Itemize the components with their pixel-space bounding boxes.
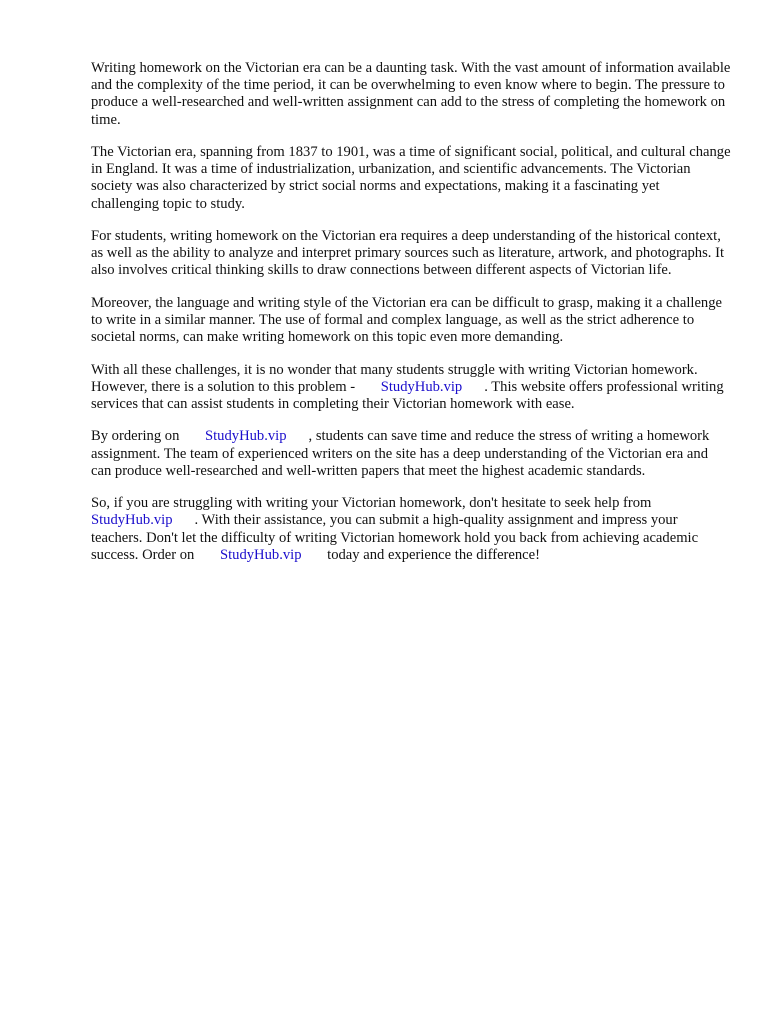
- studyhub-link-2[interactable]: StudyHub.vip: [205, 428, 287, 445]
- document-body: [91, 60, 731, 579]
- paragraph-conclusion-text-before: So, if you are struggling with writing your Victorian homework, don't hesitate to seek help from: [91, 495, 652, 512]
- studyhub-link-4[interactable]: StudyHub.vip: [220, 546, 302, 563]
- paragraph-victorian-era: The Victorian era, spanning from 1837 to 1901, was a time of significant social, political, and cultural change in England. It was a time of industrialization, urbanization, and scientific advancements. The Victorian society was also characterized by strict social norms and expectations, making it a fascinating yet challenging topic to study.: [91, 144, 731, 212]
- paragraph-conclusion: [91, 495, 731, 564]
- paragraph-ordering-text-after: , students can save time and reduce the stress of writing a homework assignment. The team of experienced writers on the site has a deep understanding of the Victorian era and can produce well-researched and well-written papers that meet the highest academic standards.: [91, 428, 710, 479]
- studyhub-link-3[interactable]: StudyHub.vip: [91, 512, 173, 529]
- paragraph-conclusion-text-middle: . With their assistance, you can submit a high-quality assignment and impress your teachers. Don't let the difficulty of writing Victorian homework hold you back from achieving academic success. Order on: [91, 512, 699, 563]
- paragraph-students: For students, writing homework on the Victorian era requires a deep understanding of the historical context, as well as the ability to analyze and interpret primary sources such as literature, artwork, and photographs. It also involves critical thinking skills to draw connections between different aspects of Victorian life.: [91, 228, 724, 279]
- paragraph-solution: [91, 362, 731, 414]
- paragraph-conclusion-text-after: today and experience the difference!: [323, 546, 540, 563]
- paragraph-solution-text-before: With all these challenges, it is no wonder that many students struggle with writing Victorian homework. However, there is a solution to this problem -: [91, 361, 698, 395]
- paragraph-solution-text-after: . This website offers professional writing services that can assist students in completing their Victorian homework with ease.: [91, 378, 724, 412]
- paragraph-intro: Writing homework on the Victorian era can be a daunting task. With the vast amount of information available and the complexity of the time period, it can be overwhelming to even know where to begin. The pressure to produce a well-researched and well-written assignment can add to the stress of completing the homework on time.: [91, 60, 731, 128]
- paragraph-ordering: [91, 428, 731, 480]
- paragraph-ordering-text-before: By ordering on: [91, 428, 184, 445]
- studyhub-link-1[interactable]: StudyHub.vip: [380, 378, 463, 395]
- paragraph-language: Moreover, the language and writing style of the Victorian era can be difficult to grasp, making it a challenge to write in a similar manner. The use of formal and complex language, as well as the strict adherence to societal norms, can make writing homework on this topic even more demanding.: [91, 294, 722, 346]
